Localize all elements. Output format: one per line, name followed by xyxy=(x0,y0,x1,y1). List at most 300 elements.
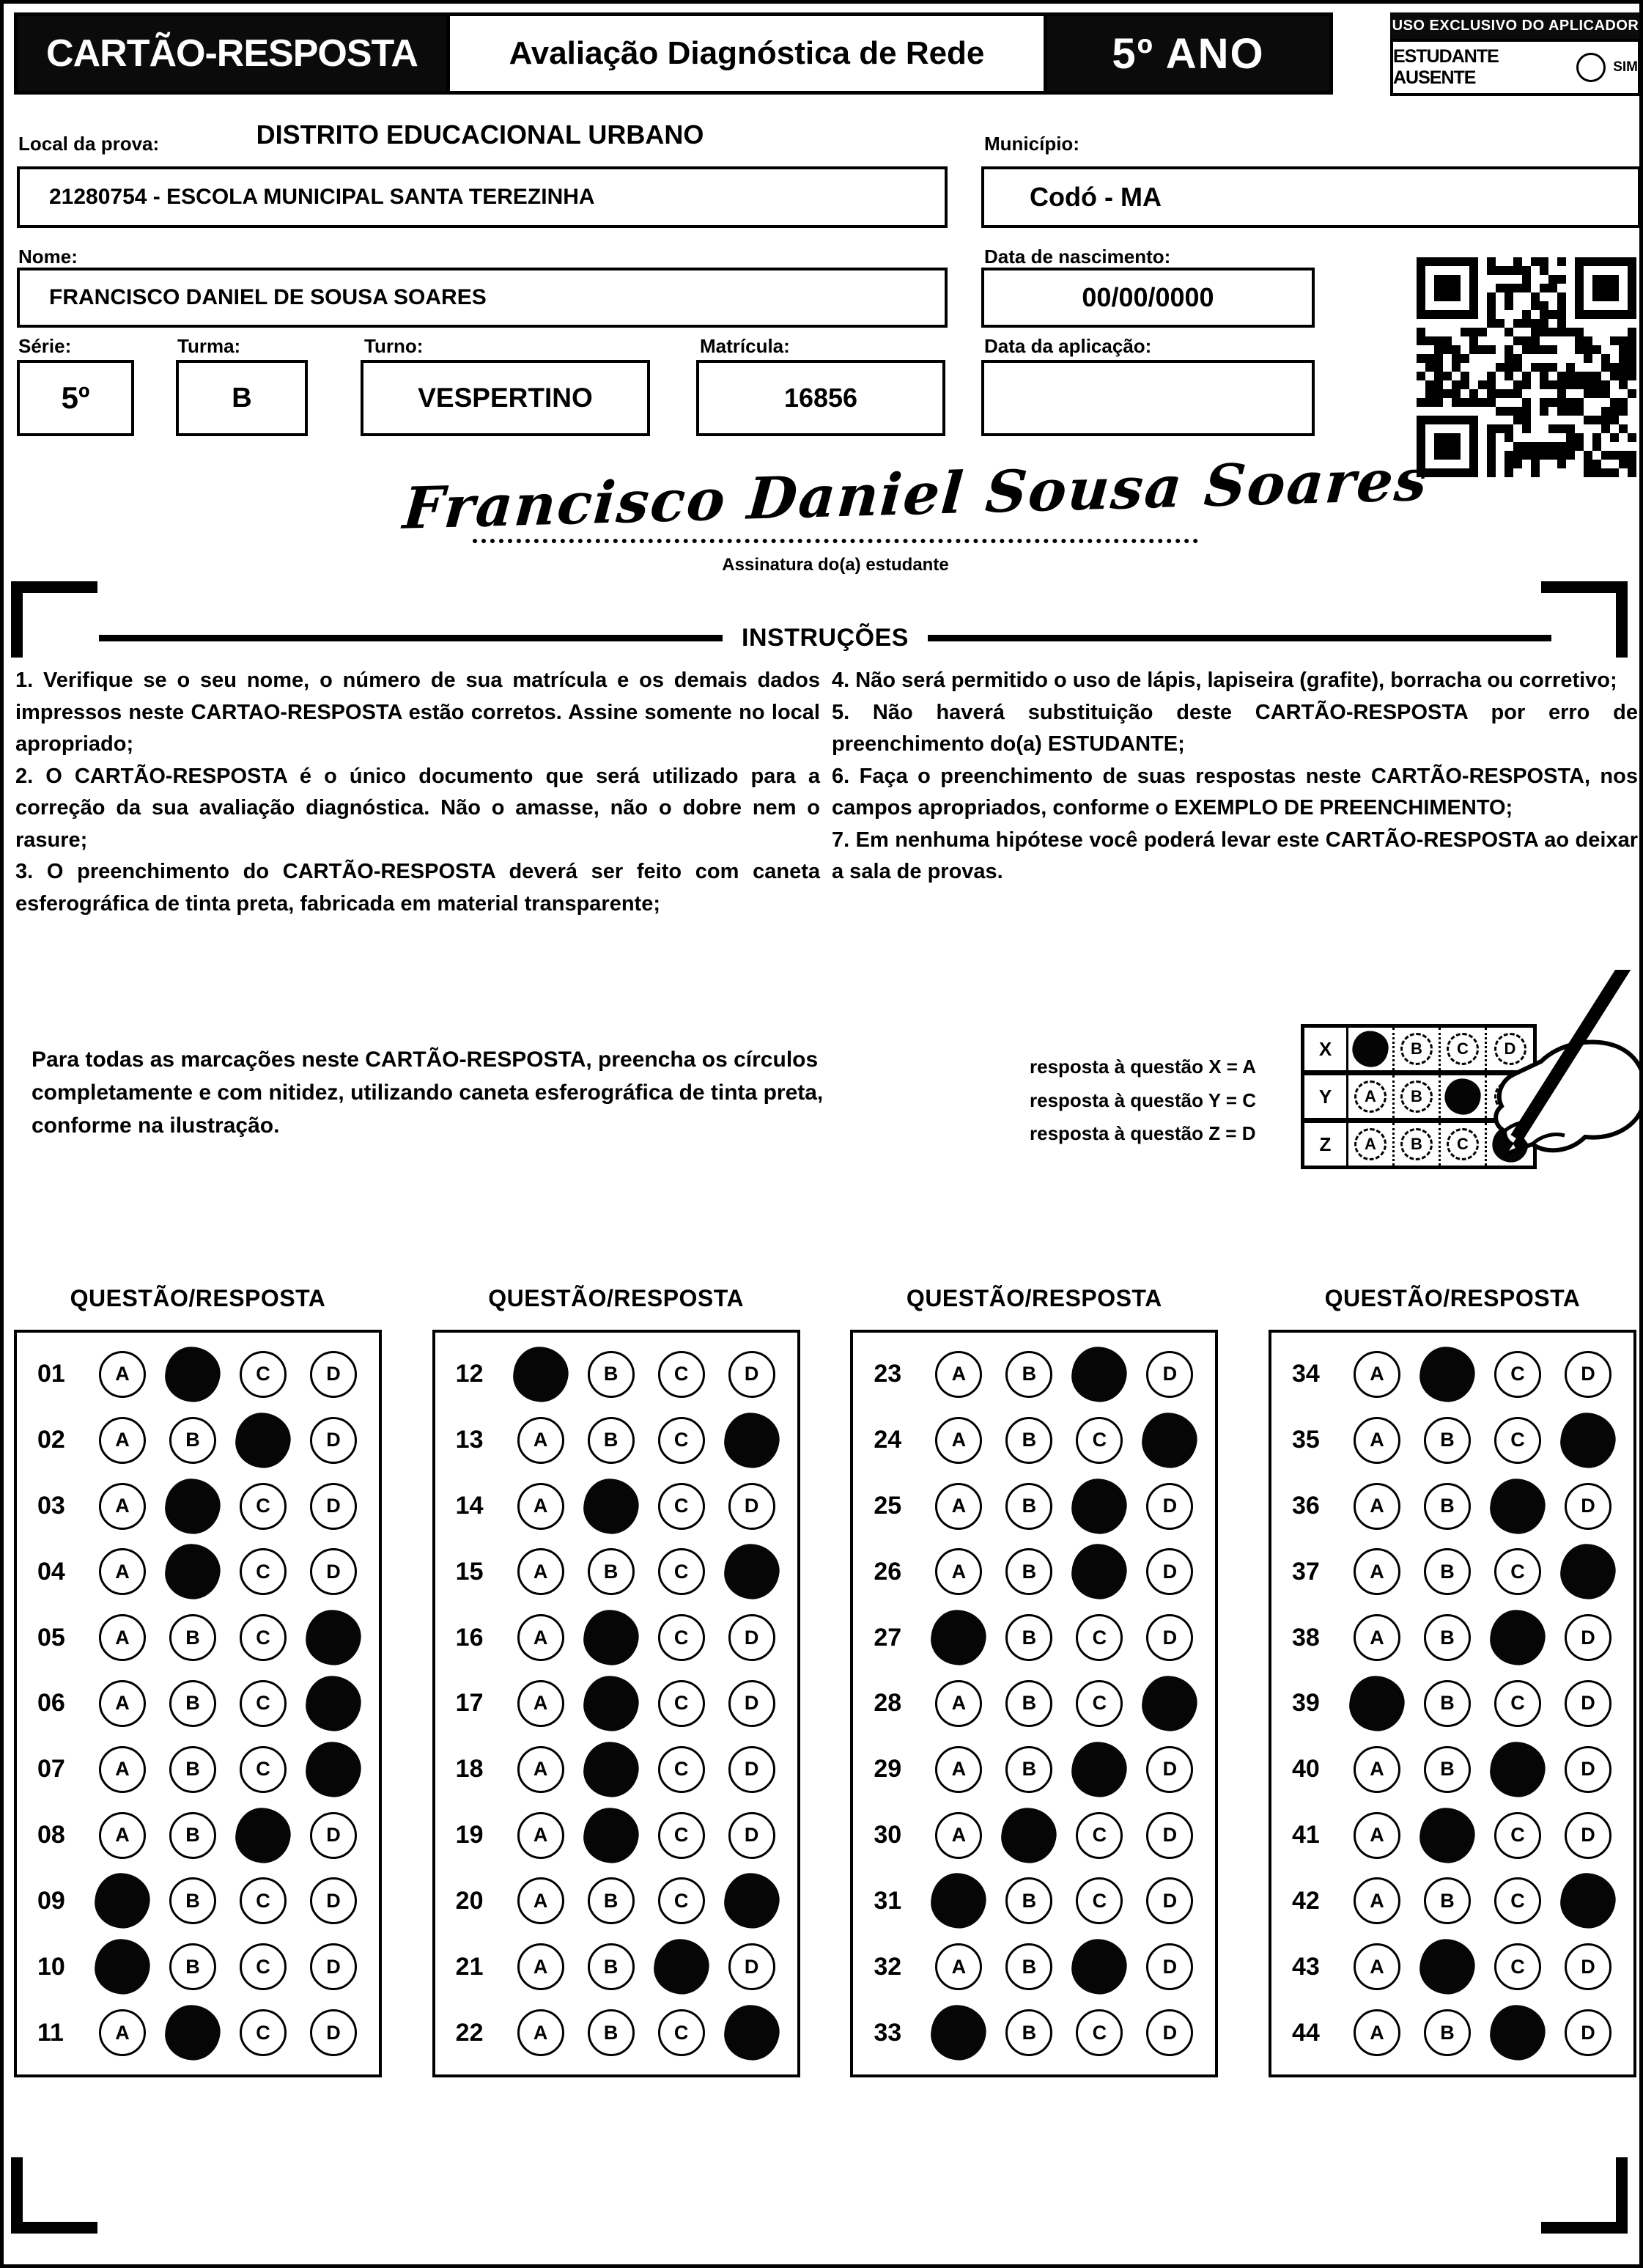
answer-bubble-40-c[interactable] xyxy=(1487,1739,1548,1800)
option-cell xyxy=(994,1812,1064,1859)
question-number: 37 xyxy=(1291,1557,1320,1586)
question-row xyxy=(435,1680,797,1727)
example-cell xyxy=(1348,1123,1395,1166)
answer-bubble-04-b[interactable] xyxy=(162,1542,223,1602)
answer-bubble-23-b[interactable]: B xyxy=(1005,1351,1052,1398)
answer-bubble-19-b[interactable] xyxy=(580,1805,641,1866)
answer-bubble-06-c[interactable]: C xyxy=(240,1680,287,1727)
answer-bubble-10-c[interactable]: C xyxy=(240,1943,287,1990)
answer-bubble-23-a[interactable]: A xyxy=(935,1351,982,1398)
answer-bubble-06-b[interactable]: B xyxy=(169,1680,216,1727)
answer-bubble-31-b[interactable]: B xyxy=(1005,1877,1052,1924)
answer-bubble-03-a[interactable]: A xyxy=(99,1483,146,1530)
answer-bubble-20-d[interactable] xyxy=(721,1871,782,1932)
answer-bubble-04-c[interactable]: C xyxy=(240,1548,287,1595)
option-cell xyxy=(717,1943,787,1990)
answer-bubble-12-d[interactable]: D xyxy=(728,1351,775,1398)
question-row xyxy=(435,1548,797,1595)
answer-bubble-24-a[interactable]: A xyxy=(935,1417,982,1464)
answer-bubble-04-a[interactable]: A xyxy=(99,1548,146,1595)
answer-bubble-34-a[interactable]: A xyxy=(1354,1351,1400,1398)
answer-bubble-17-b[interactable] xyxy=(580,1673,641,1734)
answer-bubble-30-a[interactable]: A xyxy=(935,1812,982,1859)
answer-bubble-07-a[interactable]: A xyxy=(99,1746,146,1793)
question-row xyxy=(853,1943,1215,1990)
answer-box xyxy=(432,1330,800,2077)
answer-bubble-05-a[interactable]: A xyxy=(99,1614,146,1661)
option-cell xyxy=(1064,1483,1134,1530)
answer-bubble-22-d[interactable] xyxy=(721,2002,782,2063)
answer-bubble-16-c[interactable]: C xyxy=(658,1614,705,1661)
answer-bubble-14-d[interactable]: D xyxy=(728,1483,775,1530)
answer-bubble-33-c[interactable]: C xyxy=(1076,2009,1123,2056)
option-cell xyxy=(1342,1746,1412,1793)
answer-bubble-15-d[interactable] xyxy=(721,1542,782,1602)
answer-bubble-33-a[interactable] xyxy=(928,2002,989,2063)
option-cell xyxy=(1483,1877,1553,1924)
option-cell xyxy=(1483,1351,1553,1398)
answer-bubble-01-a[interactable]: A xyxy=(99,1351,146,1398)
signature-label: Assinatura do(a) estudante xyxy=(722,555,949,575)
answer-bubble-11-a[interactable]: A xyxy=(99,2009,146,2056)
option-cell xyxy=(1134,1680,1205,1727)
answer-bubble-39-d[interactable]: D xyxy=(1565,1680,1611,1727)
answer-bubble-38-b[interactable]: B xyxy=(1424,1614,1471,1661)
answer-bubble-04-d[interactable]: D xyxy=(310,1548,357,1595)
nascimento-label: Data de nascimento: xyxy=(984,246,1171,268)
answer-bubble-15-c[interactable]: C xyxy=(658,1548,705,1595)
answer-bubble-15-b[interactable]: B xyxy=(588,1548,635,1595)
option-cell xyxy=(1342,1351,1412,1398)
answer-bubble-31-d[interactable]: D xyxy=(1146,1877,1193,1924)
answer-bubble-37-c[interactable]: C xyxy=(1494,1548,1541,1595)
option-cell xyxy=(506,2009,576,2056)
answer-bubble-35-a[interactable]: A xyxy=(1354,1417,1400,1464)
answer-bubble-30-b[interactable] xyxy=(999,1805,1060,1866)
option-cell xyxy=(1342,1417,1412,1464)
answer-bubble-26-b[interactable]: B xyxy=(1005,1548,1052,1595)
option-cell xyxy=(923,1548,994,1595)
answer-bubble-38-d[interactable]: D xyxy=(1565,1614,1611,1661)
answer-bubble-08-c[interactable] xyxy=(232,1805,293,1866)
answer-bubble-43-d[interactable]: D xyxy=(1565,1943,1611,1990)
answer-bubble-20-a[interactable]: A xyxy=(517,1877,564,1924)
answer-bubble-27-d[interactable]: D xyxy=(1146,1614,1193,1661)
answer-bubble-36-a[interactable]: A xyxy=(1354,1483,1400,1530)
instructions-divider xyxy=(99,624,1551,652)
answer-bubble-27-c[interactable]: C xyxy=(1076,1614,1123,1661)
answer-bubble-22-a[interactable]: A xyxy=(517,2009,564,2056)
answer-bubble-09-d[interactable]: D xyxy=(310,1877,357,1924)
option-cell xyxy=(576,1614,646,1661)
registration-mark-bottom-right xyxy=(1541,2157,1628,2234)
answer-bubble-44-b[interactable]: B xyxy=(1424,2009,1471,2056)
option-cell xyxy=(1483,1680,1553,1727)
answer-bubble-32-d[interactable]: D xyxy=(1146,1943,1193,1990)
answer-bubble-41-b[interactable] xyxy=(1417,1805,1477,1866)
answer-bubble-03-c[interactable]: C xyxy=(240,1483,287,1530)
answer-bubble-16-b[interactable] xyxy=(580,1607,641,1668)
question-row xyxy=(17,1351,379,1398)
exam-title: Avaliação Diagnóstica de Rede xyxy=(446,16,1047,91)
option-cell xyxy=(576,1351,646,1398)
answer-bubble-32-a[interactable]: A xyxy=(935,1943,982,1990)
option-cell xyxy=(576,1943,646,1990)
answer-bubble-08-a[interactable]: A xyxy=(99,1812,146,1859)
instruction-item: 5. Não haverá substituição deste CARTÃO-RESPOSTA por erro de preenchimento do(a) ESTUDANTE; xyxy=(832,700,1638,756)
answer-bubble-30-d[interactable]: D xyxy=(1146,1812,1193,1859)
option-cell xyxy=(646,1483,717,1530)
option-cell xyxy=(1064,1943,1134,1990)
option-cell xyxy=(298,1548,369,1595)
answer-bubble-31-a[interactable] xyxy=(928,1871,989,1932)
answer-bubble-13-a[interactable]: A xyxy=(517,1417,564,1464)
answer-bubble-17-a[interactable]: A xyxy=(517,1680,564,1727)
answer-bubble-41-d[interactable]: D xyxy=(1565,1812,1611,1859)
answer-bubble-16-a[interactable]: A xyxy=(517,1614,564,1661)
question-row xyxy=(1271,2009,1633,2056)
question-number: 40 xyxy=(1291,1755,1320,1783)
answer-bubble-43-b[interactable] xyxy=(1417,1936,1477,1997)
option-cell xyxy=(298,1680,369,1727)
example-bubble-x-b: B xyxy=(1400,1033,1433,1065)
answer-bubble-42-d[interactable] xyxy=(1557,1871,1618,1932)
option-cell xyxy=(1134,1351,1205,1398)
answer-bubble-24-d[interactable] xyxy=(1140,1410,1200,1470)
answer-bubble-28-c[interactable]: C xyxy=(1076,1680,1123,1727)
answer-bubble-37-d[interactable] xyxy=(1557,1542,1618,1602)
example-text: Para todas as marcações neste CARTÃO-RESPOSTA, preencha os círculos completamente e com nitidez, utilizando caneta esferográfica de tinta preta, conforme na ilustração. xyxy=(32,1048,824,1138)
answer-bubble-11-d[interactable]: D xyxy=(310,2009,357,2056)
question-row xyxy=(435,1812,797,1859)
answer-bubble-32-b[interactable]: B xyxy=(1005,1943,1052,1990)
answer-bubble-34-c[interactable]: C xyxy=(1494,1351,1541,1398)
registration-mark-bottom-left xyxy=(11,2157,97,2234)
option-cell xyxy=(717,1548,787,1595)
answer-bubble-17-c[interactable]: C xyxy=(658,1680,705,1727)
answer-bubble-19-a[interactable]: A xyxy=(517,1812,564,1859)
option-cell xyxy=(158,2009,228,2056)
answer-bubble-02-b[interactable]: B xyxy=(169,1417,216,1464)
answer-bubble-29-c[interactable] xyxy=(1069,1739,1130,1800)
answer-bubble-43-c[interactable]: C xyxy=(1494,1943,1541,1990)
answer-bubble-10-d[interactable]: D xyxy=(310,1943,357,1990)
answer-bubble-30-c[interactable]: C xyxy=(1076,1812,1123,1859)
answer-bubble-14-c[interactable]: C xyxy=(658,1483,705,1530)
question-number: 18 xyxy=(455,1755,484,1783)
answer-bubble-13-c[interactable]: C xyxy=(658,1417,705,1464)
answer-bubble-26-c[interactable] xyxy=(1069,1542,1130,1602)
answer-bubble-35-c[interactable]: C xyxy=(1494,1417,1541,1464)
answer-bubble-12-a[interactable] xyxy=(510,1344,571,1404)
option-cell xyxy=(1134,2009,1205,2056)
answer-bubble-26-d[interactable]: D xyxy=(1146,1548,1193,1595)
answer-bubble-34-b[interactable] xyxy=(1417,1344,1477,1404)
answer-bubble-14-a[interactable]: A xyxy=(517,1483,564,1530)
answer-bubble-42-b[interactable]: B xyxy=(1424,1877,1471,1924)
answer-bubble-14-b[interactable] xyxy=(580,1476,641,1536)
answer-bubble-25-c[interactable] xyxy=(1069,1476,1130,1536)
answer-bubble-44-d[interactable]: D xyxy=(1565,2009,1611,2056)
answer-bubble-07-b[interactable]: B xyxy=(169,1746,216,1793)
answer-bubble-31-c[interactable]: C xyxy=(1076,1877,1123,1924)
answer-bubble-03-b[interactable] xyxy=(162,1476,223,1536)
question-row xyxy=(17,1680,379,1727)
answer-bubble-21-c[interactable] xyxy=(651,1936,712,1997)
answer-bubble-37-b[interactable]: B xyxy=(1424,1548,1471,1595)
question-row xyxy=(17,1877,379,1924)
option-cell xyxy=(994,1614,1064,1661)
answer-bubble-11-c[interactable]: C xyxy=(240,2009,287,2056)
option-cell xyxy=(717,1614,787,1661)
option-cell xyxy=(1064,1548,1134,1595)
option-cell xyxy=(646,1812,717,1859)
option-cell xyxy=(994,1351,1064,1398)
answer-bubble-10-a[interactable] xyxy=(92,1936,152,1997)
option-cell xyxy=(717,1680,787,1727)
answer-bubble-33-d[interactable]: D xyxy=(1146,2009,1193,2056)
answer-bubble-02-a[interactable]: A xyxy=(99,1417,146,1464)
answer-bubble-25-d[interactable]: D xyxy=(1146,1483,1193,1530)
answer-bubble-36-c[interactable] xyxy=(1487,1476,1548,1536)
question-number: 13 xyxy=(455,1426,484,1454)
answer-bubble-09-c[interactable]: C xyxy=(240,1877,287,1924)
question-row xyxy=(853,1746,1215,1793)
answer-column xyxy=(14,1285,382,2077)
answer-bubble-27-b[interactable]: B xyxy=(1005,1614,1052,1661)
answer-bubble-08-b[interactable]: B xyxy=(169,1812,216,1859)
question-row xyxy=(853,1548,1215,1595)
answer-bubble-38-c[interactable] xyxy=(1487,1607,1548,1668)
option-cell xyxy=(228,2009,298,2056)
answer-bubble-01-d[interactable]: D xyxy=(310,1351,357,1398)
answer-bubble-18-c[interactable]: C xyxy=(658,1746,705,1793)
option-cell xyxy=(994,1877,1064,1924)
answer-bubble-39-b[interactable]: B xyxy=(1424,1680,1471,1727)
answer-bubble-29-a[interactable]: A xyxy=(935,1746,982,1793)
option-cell xyxy=(1553,1548,1623,1595)
answer-bubble-15-a[interactable]: A xyxy=(517,1548,564,1595)
answer-bubble-05-c[interactable]: C xyxy=(240,1614,287,1661)
answer-bubble-33-b[interactable]: B xyxy=(1005,2009,1052,2056)
option-cell xyxy=(1483,1417,1553,1464)
answer-column-header: QUESTÃO/RESPOSTA xyxy=(488,1285,745,1311)
answer-bubble-36-b[interactable]: B xyxy=(1424,1483,1471,1530)
answer-bubble-32-c[interactable] xyxy=(1069,1936,1130,1997)
answer-bubble-21-b[interactable]: B xyxy=(588,1943,635,1990)
answer-bubble-07-c[interactable]: C xyxy=(240,1746,287,1793)
answer-bubble-41-a[interactable]: A xyxy=(1354,1812,1400,1859)
municipio-field: Codó - MA xyxy=(981,166,1641,228)
answer-bubble-18-d[interactable]: D xyxy=(728,1746,775,1793)
answer-bubble-08-d[interactable]: D xyxy=(310,1812,357,1859)
question-number: 15 xyxy=(455,1557,484,1586)
answer-bubble-41-c[interactable]: C xyxy=(1494,1812,1541,1859)
option-cell xyxy=(228,1614,298,1661)
option-cell xyxy=(646,1548,717,1595)
answer-bubble-39-a[interactable] xyxy=(1346,1673,1407,1734)
answer-bubble-10-b[interactable]: B xyxy=(169,1943,216,1990)
example-bubble-z-a: A xyxy=(1354,1128,1387,1160)
option-cell xyxy=(1134,1548,1205,1595)
answer-bubble-05-d[interactable] xyxy=(303,1607,363,1668)
answer-bubble-44-c[interactable] xyxy=(1487,2002,1548,2063)
local-da-prova-label: Local da prova: xyxy=(18,133,160,155)
answer-bubble-28-d[interactable] xyxy=(1140,1673,1200,1734)
option-cell xyxy=(1412,1351,1483,1398)
instruction-item: 7. Em nenhuma hipótese você poderá levar este CARTÃO-RESPOSTA ao deixar a sala de provas. xyxy=(832,828,1638,883)
option-cell xyxy=(158,1351,228,1398)
answer-bubble-09-b[interactable]: B xyxy=(169,1877,216,1924)
option-cell xyxy=(1412,1943,1483,1990)
answer-bubble-29-d[interactable]: D xyxy=(1146,1746,1193,1793)
option-cell xyxy=(228,1812,298,1859)
option-cell xyxy=(158,1614,228,1661)
example-legend-line: resposta à questão X = A xyxy=(1030,1056,1256,1078)
answer-bubble-19-d[interactable]: D xyxy=(728,1812,775,1859)
question-number: 23 xyxy=(874,1360,902,1388)
option-cell xyxy=(1134,1943,1205,1990)
question-row xyxy=(435,2009,797,2056)
answer-bubble-12-b[interactable]: B xyxy=(588,1351,635,1398)
option-cell xyxy=(646,1877,717,1924)
option-cell xyxy=(1553,1614,1623,1661)
answer-bubble-21-a[interactable]: A xyxy=(517,1943,564,1990)
answer-bubble-22-b[interactable]: B xyxy=(588,2009,635,2056)
answer-bubble-39-c[interactable]: C xyxy=(1494,1680,1541,1727)
answer-bubble-26-a[interactable]: A xyxy=(935,1548,982,1595)
answer-bubble-19-c[interactable]: C xyxy=(658,1812,705,1859)
question-number: 11 xyxy=(37,2018,64,2047)
answer-bubble-37-a[interactable]: A xyxy=(1354,1548,1400,1595)
answer-bubble-28-a[interactable]: A xyxy=(935,1680,982,1727)
option-cell xyxy=(158,1483,228,1530)
nome-label: Nome: xyxy=(18,246,78,268)
question-number: 35 xyxy=(1291,1426,1320,1454)
question-row xyxy=(17,1746,379,1793)
serie-label: Série: xyxy=(18,335,72,357)
option-cell xyxy=(646,1943,717,1990)
answer-bubble-20-b[interactable]: B xyxy=(588,1877,635,1924)
option-cell xyxy=(228,1483,298,1530)
question-number: 12 xyxy=(455,1360,484,1388)
answer-column-header: QUESTÃO/RESPOSTA xyxy=(70,1285,326,1311)
answer-box xyxy=(14,1330,382,2077)
question-number: 08 xyxy=(37,1821,65,1849)
question-row xyxy=(17,1943,379,1990)
answer-bubble-13-b[interactable]: B xyxy=(588,1417,635,1464)
answer-bubble-28-b[interactable]: B xyxy=(1005,1680,1052,1727)
answer-bubble-44-a[interactable]: A xyxy=(1354,2009,1400,2056)
answer-bubble-17-d[interactable]: D xyxy=(728,1680,775,1727)
answer-bubble-34-d[interactable]: D xyxy=(1565,1351,1611,1398)
option-cell xyxy=(994,2009,1064,2056)
answer-bubble-05-b[interactable]: B xyxy=(169,1614,216,1661)
option-cell xyxy=(228,1680,298,1727)
answer-bubble-06-d[interactable] xyxy=(303,1673,363,1734)
answer-bubble-01-b[interactable] xyxy=(162,1344,223,1404)
answer-bubble-18-a[interactable]: A xyxy=(517,1746,564,1793)
option-cell xyxy=(646,1680,717,1727)
question-row xyxy=(1271,1351,1633,1398)
answer-bubble-21-d[interactable]: D xyxy=(728,1943,775,1990)
question-number: 24 xyxy=(874,1426,902,1454)
answer-bubble-25-a[interactable]: A xyxy=(935,1483,982,1530)
turma-label: Turma: xyxy=(177,335,241,357)
answer-bubble-42-c[interactable]: C xyxy=(1494,1877,1541,1924)
answer-bubble-40-d[interactable]: D xyxy=(1565,1746,1611,1793)
aplicacao-field xyxy=(981,360,1315,436)
answer-bubble-06-a[interactable]: A xyxy=(99,1680,146,1727)
answer-bubble-23-c[interactable] xyxy=(1069,1344,1130,1404)
answer-bubble-18-b[interactable] xyxy=(580,1739,641,1800)
answer-bubble-35-d[interactable] xyxy=(1557,1410,1618,1470)
answer-bubble-11-b[interactable] xyxy=(162,2002,223,2063)
answer-bubble-43-a[interactable]: A xyxy=(1354,1943,1400,1990)
answer-columns xyxy=(14,1285,1636,2077)
question-row xyxy=(435,1877,797,1924)
answer-bubble-13-d[interactable] xyxy=(721,1410,782,1470)
answer-bubble-40-b[interactable]: B xyxy=(1424,1746,1471,1793)
answer-bubble-27-a[interactable] xyxy=(928,1607,989,1668)
option-cell xyxy=(506,1614,576,1661)
turma-field: B xyxy=(176,360,308,436)
answer-bubble-03-d[interactable]: D xyxy=(310,1483,357,1530)
answer-bubble-42-a[interactable]: A xyxy=(1354,1877,1400,1924)
option-cell xyxy=(158,1417,228,1464)
question-number: 01 xyxy=(37,1360,65,1388)
option-cell xyxy=(1064,1614,1134,1661)
answer-bubble-09-a[interactable] xyxy=(92,1871,152,1932)
answer-bubble-22-c[interactable]: C xyxy=(658,2009,705,2056)
question-row xyxy=(853,1351,1215,1398)
answer-bubble-20-c[interactable]: C xyxy=(658,1877,705,1924)
option-cell xyxy=(923,2009,994,2056)
answer-bubble-02-c[interactable] xyxy=(232,1410,293,1470)
instructions-left xyxy=(15,665,820,920)
instructions-title: INSTRUÇÕES xyxy=(742,624,909,652)
option-cell xyxy=(994,1943,1064,1990)
answer-bubble-38-a[interactable]: A xyxy=(1354,1614,1400,1661)
answer-bubble-35-b[interactable]: B xyxy=(1424,1417,1471,1464)
answer-bubble-01-c[interactable]: C xyxy=(240,1351,287,1398)
answer-bubble-24-c[interactable]: C xyxy=(1076,1417,1123,1464)
answer-bubble-24-b[interactable]: B xyxy=(1005,1417,1052,1464)
question-row xyxy=(17,1483,379,1530)
question-row xyxy=(1271,1812,1633,1859)
answer-bubble-36-d[interactable]: D xyxy=(1565,1483,1611,1530)
answer-bubble-12-c[interactable]: C xyxy=(658,1351,705,1398)
question-row xyxy=(1271,1943,1633,1990)
answer-bubble-29-b[interactable]: B xyxy=(1005,1746,1052,1793)
example-bubble-x-d: D xyxy=(1494,1033,1526,1065)
option-cell xyxy=(923,1812,994,1859)
absent-bubble[interactable] xyxy=(1576,53,1606,82)
option-cell xyxy=(1342,1812,1412,1859)
option-cell xyxy=(576,1812,646,1859)
answer-bubble-07-d[interactable] xyxy=(303,1739,363,1800)
option-cell xyxy=(646,1746,717,1793)
option-cell xyxy=(1553,1680,1623,1727)
answer-bubble-02-d[interactable]: D xyxy=(310,1417,357,1464)
example-cell xyxy=(1348,1028,1395,1070)
answer-bubble-23-d[interactable]: D xyxy=(1146,1351,1193,1398)
question-row xyxy=(853,1877,1215,1924)
answer-bubble-16-d[interactable]: D xyxy=(728,1614,775,1661)
answer-bubble-40-a[interactable]: A xyxy=(1354,1746,1400,1793)
answer-bubble-25-b[interactable]: B xyxy=(1005,1483,1052,1530)
question-number: 19 xyxy=(455,1821,484,1849)
